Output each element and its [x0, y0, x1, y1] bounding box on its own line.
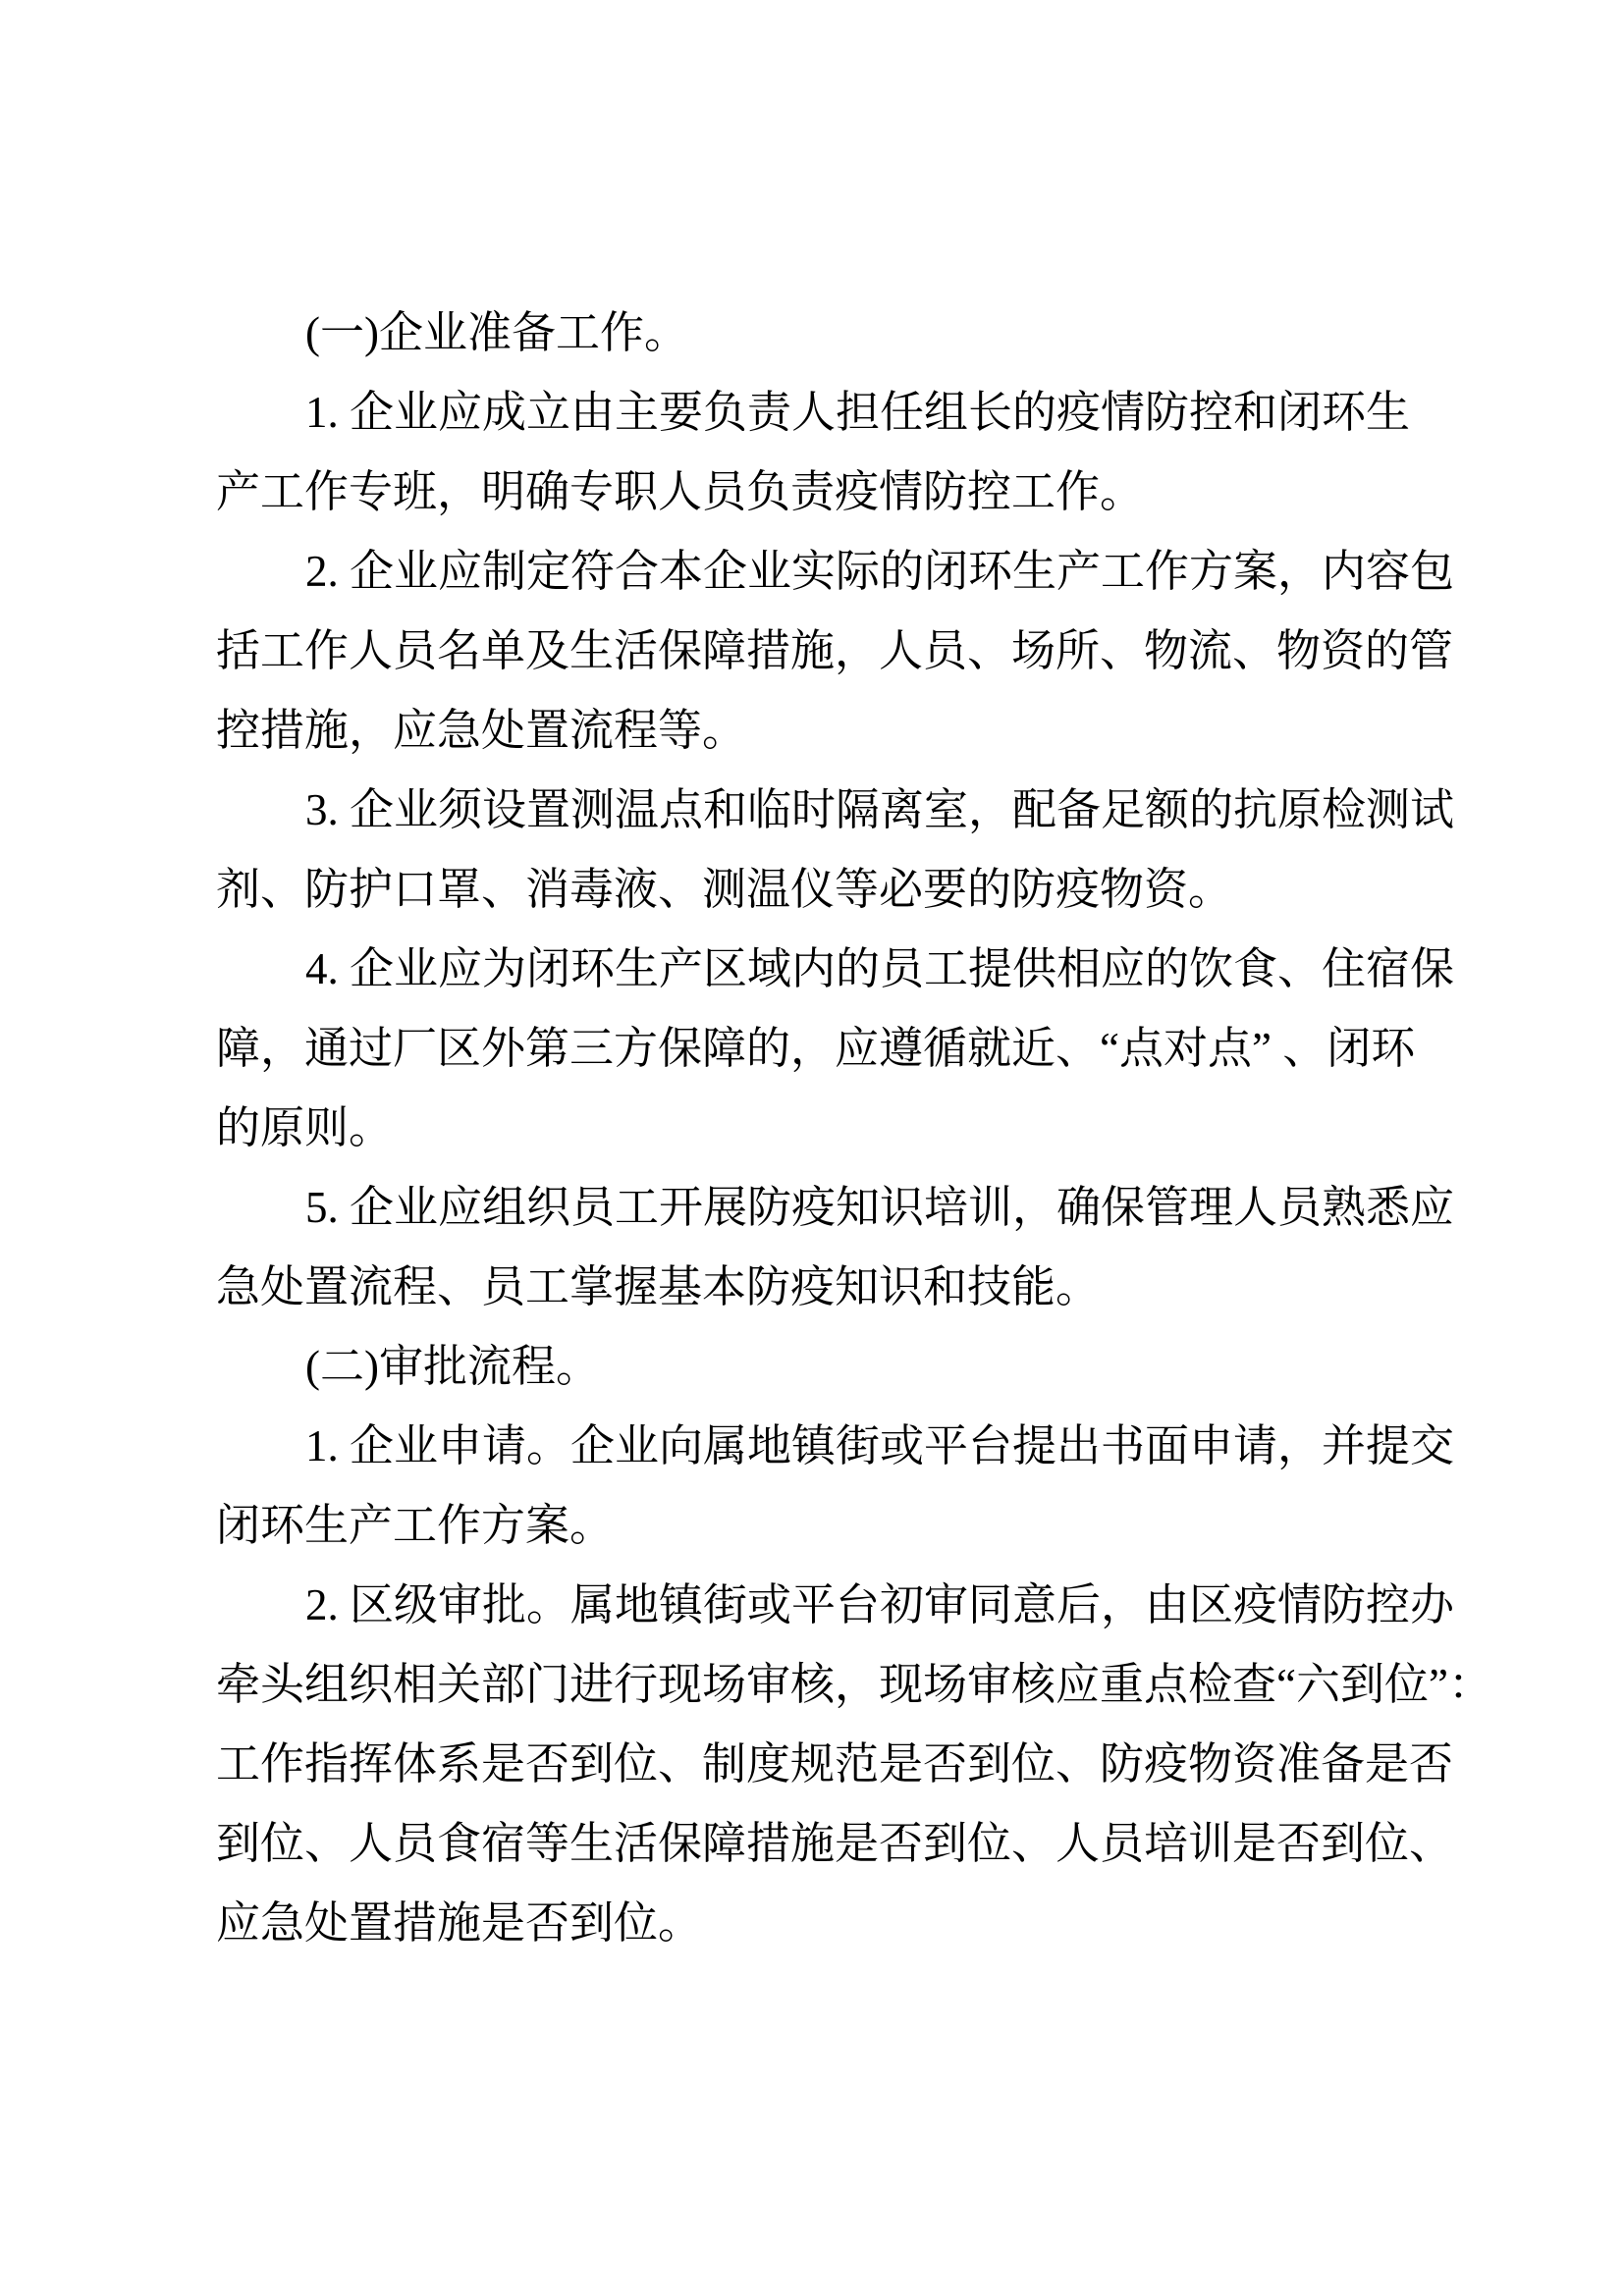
text-line: 5. 企业应组织员工开展防疫知识培训，确保管理人员熟悉应 — [305, 1183, 1455, 1232]
section-heading: (二)审批流程。 — [305, 1342, 600, 1391]
text-line: 的原则。 — [216, 1103, 394, 1152]
text-line: 剂、防护口罩、消毒液、测温仪等必要的防疫物资。 — [216, 865, 1233, 914]
text-line: 障，通过厂区外第三方保障的，应遵循就近、“点对点” 、闭环 — [216, 1024, 1416, 1073]
text-line: 急处置流程、员工掌握基本防疫知识和技能。 — [216, 1262, 1101, 1311]
text-line: 牵头组织相关部门进行现场审核，现场审核应重点检查“六到位”： — [216, 1660, 1492, 1709]
text-line: 控措施，应急处置流程等。 — [216, 706, 747, 755]
text-line: 1. 企业申请。企业向属地镇街或平台提出书面申请，并提交 — [305, 1421, 1455, 1470]
text-line: 2. 区级审批。属地镇街或平台初审同意后，由区疫情防控办 — [305, 1580, 1455, 1629]
text-line: 括工作人员名单及生活保障措施，人员、场所、物流、物资的管 — [216, 626, 1454, 675]
text-line: 闭环生产工作方案。 — [216, 1501, 615, 1550]
text-line: 到位、人员食宿等生活保障措施是否到位、人员培训是否到位、 — [216, 1819, 1454, 1868]
text-line: 产工作专班，明确专职人员负责疫情防控工作。 — [216, 467, 1145, 516]
text-line: 2. 企业应制定符合本企业实际的闭环生产工作方案，内容包 — [305, 547, 1455, 596]
text-line: 工作指挥体系是否到位、制度规范是否到位、防疫物资准备是否 — [216, 1739, 1454, 1789]
text-line: 3. 企业须设置测温点和临时隔离室，配备足额的抗原检测试 — [305, 785, 1455, 834]
text-line: 1. 企业应成立由主要负责人担任组长的疫情防控和闭环生 — [305, 388, 1411, 437]
section-heading: (一)企业准备工作。 — [305, 308, 688, 357]
text-line: 4. 企业应为闭环生产区域内的员工提供相应的饮食、住宿保 — [305, 944, 1455, 993]
text-line: 应急处置措施是否到位。 — [216, 1898, 703, 1948]
document-text-block — [216, 294, 1492, 1963]
